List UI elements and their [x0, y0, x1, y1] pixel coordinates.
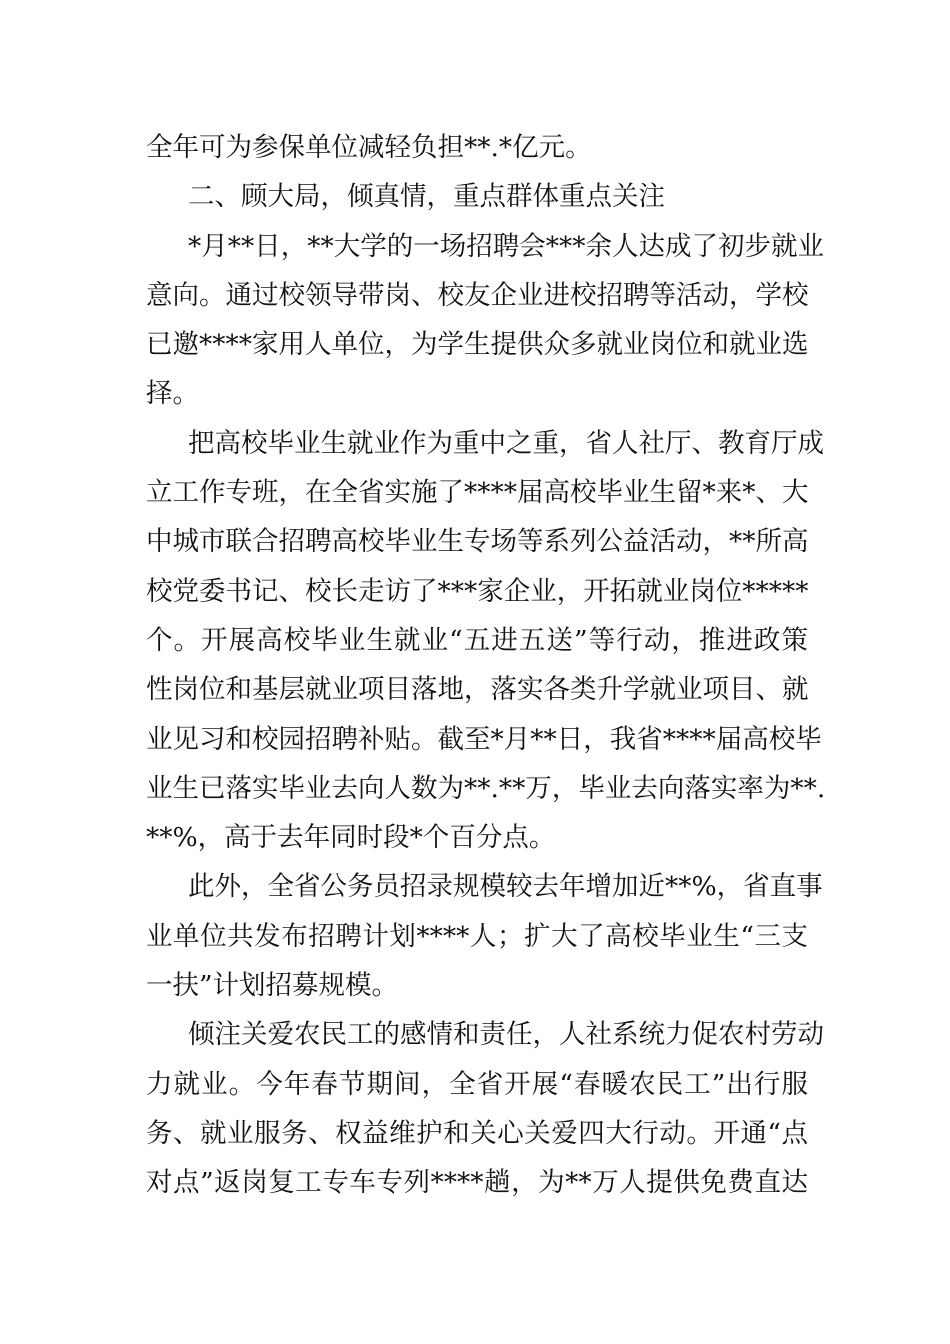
text-line: 意向。通过校领导带岗、校友企业进校招聘等活动，学校	[146, 279, 809, 311]
text-line: 对点”返岗复工专车专列****趟，为**万人提供免费直达	[146, 1167, 808, 1199]
text-line: 倾注关爱农民工的感情和责任，人社系统力促农村劳动	[188, 1019, 824, 1051]
text-line: 力就业。今年春节期间，全省开展“春暖农民工”出行服	[146, 1068, 808, 1100]
text-line: 性岗位和基层就业项目落地，落实各类升学就业项目、就	[146, 674, 809, 706]
text-line: 已邀****家用人单位，为学生提供众多就业岗位和就业选	[146, 329, 809, 361]
text-line: 务、就业服务、权益维护和关心关爱四大行动。开通“点	[146, 1117, 808, 1149]
text-line: 中城市联合招聘高校毕业生专场等系列公益活动，**所高	[146, 526, 809, 558]
section-heading: 二、顾大局，倾真情，重点群体重点关注	[188, 181, 665, 213]
text-line: 校党委书记、校长走访了***家企业，开拓就业岗位*****	[146, 575, 809, 607]
text-line: **%，高于去年同时段*个百分点。	[146, 822, 556, 854]
text-line: *月**日，**大学的一场招聘会***余人达成了初步就业	[188, 230, 824, 262]
document-body	[146, 123, 826, 1208]
text-line: 业单位共发布招聘计划****人；扩大了高校毕业生“三支	[146, 920, 808, 952]
text-line: 此外，全省公务员招录规模较去年增加近**%，省直事	[188, 871, 823, 903]
text-line: 业生已落实毕业去向人数为**.**万，毕业去向落实率为**.	[146, 772, 826, 804]
text-line: 把高校毕业生就业作为重中之重，省人社厅、教育厅成	[188, 427, 824, 459]
text-line: 立工作专班，在全省实施了****届高校毕业生留*来*、大	[146, 477, 809, 509]
text-line: 业见习和校园招聘补贴。截至*月**日，我省****届高校毕	[146, 723, 822, 755]
text-line: 个。开展高校毕业生就业“五进五送”等行动，推进政策	[146, 624, 808, 656]
text-line: 一扶”计划招募规模。	[146, 970, 399, 1002]
text-line: 全年可为参保单位减轻负担**.*亿元。	[146, 132, 592, 163]
text-line: 择。	[146, 378, 199, 410]
